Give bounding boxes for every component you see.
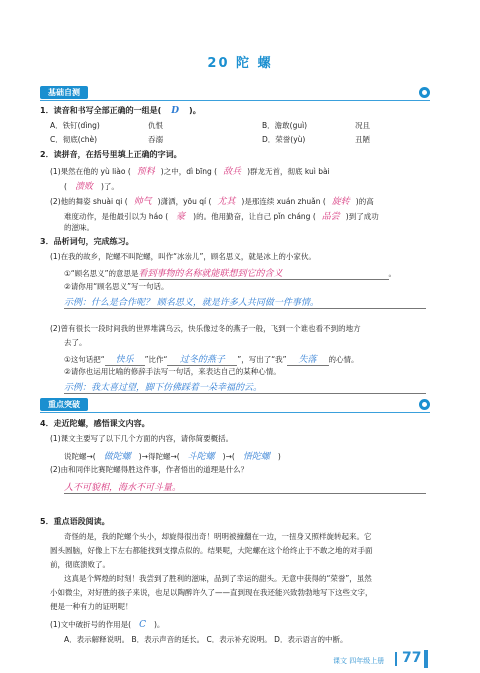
q3-ans3: 快乐	[105, 352, 145, 366]
q1-answer: D	[171, 106, 180, 116]
q3-ans6: 示例：我太喜过望，脚下仿佛踩着一朵幸福的云。	[64, 380, 426, 394]
q3-para2b: 去了。	[64, 338, 87, 347]
q4-sub3: (2)由和同伴比赛陀螺得胜这件事，作者悟出的道理是什么？	[50, 465, 249, 474]
q5-p2c: 便是一种有力的证明呢！	[50, 602, 133, 611]
q5-sub1: (1)文中破折号的作用是( C )。	[50, 620, 165, 630]
section-label-basic: 基础自测	[40, 86, 88, 99]
q3-ans4: 过冬的燕子	[167, 352, 237, 366]
page-number: 77	[402, 650, 422, 666]
q5-options: A．表示解释说明。 B．表示声音的延长。 C．表示补充说明。 D．表示语言的中断。	[64, 635, 348, 644]
footer-divider	[395, 652, 397, 666]
q3-para2a: (2)曾有很长一段时间我的世界堆满乌云，快乐像过冬的燕子一般，飞到一个谁也看不到的地方	[50, 324, 361, 333]
footer-label: 课文 四年级上册	[333, 657, 385, 665]
q1-option-b2: 况且	[355, 121, 370, 130]
q1-stem: 1．读音和书写全部正确的一组是( D )。	[40, 106, 201, 116]
q2-ans7: 豪	[176, 212, 186, 222]
q2-line1: (1)果然在他的 yù liào ( 预料 )之中，dì bīng ( 敌兵 )群龙无首，彻底 kuì bài	[50, 167, 330, 177]
q2-ans3: 溃败	[74, 182, 93, 192]
q2-ans5: 尤其	[217, 197, 236, 207]
q1-option-c2: 吞溺	[148, 135, 163, 144]
q4-sub2: 说陀螺→( 做陀螺 )→得陀螺→( 斗陀螺 )→( 悟陀螺 )	[64, 452, 281, 462]
q5-p1a: 奇怪的是，我的陀螺个头小，却旋得很出奇！明明被撞翻在一边，一扭身又照样旋转起来。它	[64, 532, 372, 541]
q5-p2a: 这真是个辉煌的时刻！我尝到了胜利的滋味，品到了幸运的甜头。无意中获得的“荣誉”，虽然	[64, 574, 372, 583]
q1-option-a2: 仇恨	[148, 121, 163, 130]
q2-line2: ( 溃败 )了。	[64, 182, 119, 192]
circle-icon	[419, 87, 430, 98]
q1-option-b: B．澹敢(guì)	[262, 121, 308, 130]
q5-stem: 5．重点语段阅读。	[40, 517, 110, 526]
q3-sub4: ②请你也运用比喻的修辞手法写一句话，来表达自己的某种心情。	[64, 367, 281, 376]
q2-ans6: 旋转	[331, 197, 350, 207]
q5-passage	[50, 530, 428, 614]
q2-line5: 的滋味。	[64, 223, 94, 232]
q1-option-c: C．彻底(chè)	[50, 135, 98, 144]
q4-stem: 4．走近陀螺，感悟课文内容。	[40, 419, 150, 428]
q2-line3: (2)他的舞姿 shuài qi ( 帅气 )潇洒，yōu qí ( 尤其 )是那连续 xuán zhuǎn ( 旋转 )的高	[50, 197, 374, 207]
q3-ans5: 失落	[287, 352, 329, 366]
q4-ans1: 做陀螺	[103, 452, 131, 462]
q3-sub3: ①这句话把“ 快乐 ”比作“ 过冬的燕子 ”，写出了“我” 失落 的心情。	[64, 352, 359, 366]
section-label-key: 重点突破	[40, 398, 88, 411]
q4-ans3: 悟陀螺	[242, 452, 270, 462]
q2-ans4: 帅气	[133, 197, 152, 207]
section-bar-basic	[40, 85, 430, 100]
q2-stem: 2．读拼音，在括号里填上正确的字词。	[40, 150, 182, 159]
q5-p1c: 前，彻底溃败了。	[50, 560, 110, 569]
q3-ans1: 看到事物的名称就能联想到它的含义	[139, 266, 389, 280]
section-bar-key	[40, 397, 430, 412]
q1-option-a: A．铁钉(dìng)	[50, 121, 100, 130]
page-title: 20 陀 螺	[207, 56, 273, 71]
q3-sub2: ②请你用“顾名思义”写一句话。	[64, 282, 169, 291]
q2-ans2: 敌兵	[223, 167, 242, 177]
q5-p2b: 小如微尘，对好胜的孩子来说，也足以陶醉许久了——直到现在我还能兴致勃勃地写下这些文字，	[50, 588, 373, 597]
footer-accent	[424, 650, 428, 668]
q5-p1b: 圆头圆脑，好像上下左右都能找到支撑点似的。结果呢，大陀螺在这个给终止于不敢之地的对手面	[50, 546, 373, 555]
q3-para1: (1)在我的故乡，陀螺不叫陀螺，叫作“冰尜儿”，顾名思义，就是冰上的小家伙。	[50, 252, 316, 261]
circle-icon	[419, 399, 430, 410]
q3-stem: 3．品析词句，完成练习。	[40, 237, 134, 246]
q4-ans2: 斗陀螺	[187, 452, 215, 462]
q2-ans8: 品尝	[321, 212, 340, 222]
q1-option-d: D．荣誉(yù)	[262, 135, 306, 144]
q4-sub1: (1)课文主要写了以下几个方面的内容，请你简要概括。	[50, 434, 234, 443]
q4-ans4: 人不可貌相，海水不可斗量。	[64, 480, 426, 494]
q5-ans: C	[139, 620, 146, 630]
q1-option-d2: 丑陋	[355, 135, 370, 144]
q3-ans2: 示例：什么是合作呢？ 顾名思义，就是许多人共同做一件事情。	[64, 295, 426, 309]
q3-sub1: ①“顾名思义”的意思是看到事物的名称就能联想到它的含义 。	[64, 266, 396, 280]
q2-ans1: 预料	[136, 167, 155, 177]
q2-line4: 难度动作，是他最引以为 háo ( 豪 )的。他用勤奋，让自己 pǐn cháng ( 品尝 )到了成功	[64, 212, 379, 222]
